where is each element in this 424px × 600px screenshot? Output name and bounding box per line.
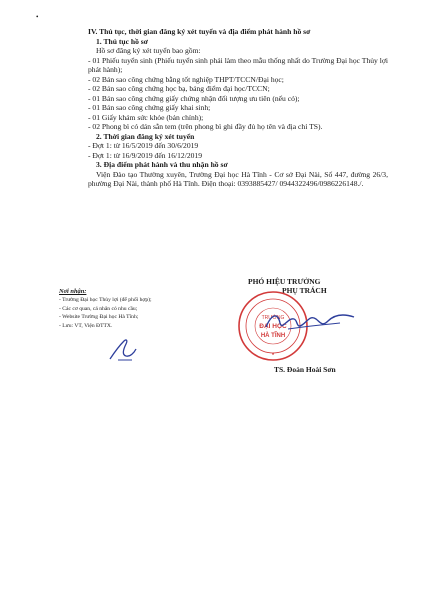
requirement-item: - 01 Giấy khám sức khỏe (bản chính); — [88, 112, 204, 122]
recipient-item: - Website Trường Đại học Hà Tĩnh; — [59, 314, 139, 321]
seal-star: ★ — [271, 351, 275, 356]
signatory-name: TS. Đoàn Hoài Sơn — [274, 365, 336, 374]
requirement-item: - 02 Bản sao công chứng bằng tốt nghiệp THPT/TCCN/Đại học; — [88, 74, 284, 84]
signature-stroke — [266, 315, 354, 327]
requirement-item: - 01 Bản sao công chứng giấy khai sinh; — [88, 103, 211, 112]
corner-mark: • — [36, 13, 39, 21]
period-item: - Đợt 1: từ 16/5/2019 đến 30/6/2019 — [88, 141, 199, 150]
recipients-heading: Nơi nhận: — [59, 288, 87, 295]
subsection-1-title: 1. Thủ tục hồ sơ — [96, 36, 148, 46]
subsection-2-title: 2. Thời gian đăng ký xét tuyển — [96, 131, 195, 141]
seal-text-top: TRƯỜNG — [261, 315, 285, 321]
signatory-title: PHÓ HIỆU TRƯỞNG — [248, 277, 321, 286]
requirement-item: - 02 Bản sao công chứng học bạ, bảng điểm đại học/TCCN; — [88, 84, 270, 93]
document-body — [88, 27, 388, 189]
subsection-3-title: 3. Địa điểm phát hành và thu nhận hồ sơ — [96, 160, 228, 169]
subsection-1-intro: Hồ sơ đăng ký xét tuyển bao gồm: — [96, 46, 201, 55]
location-text: Viện Đào tạo Thường xuyên, Trường Đại học Hà Tĩnh - Cơ sở Đại Nài, Số 447, đường 26/3, phường Đại Nài, thành phố Hà Tĩnh. Điện thoại: 0393885427/ 0944322496/0986226148./. — [88, 169, 388, 188]
requirement-item: - 01 Bản sao công chứng giấy chứng nhận đối tượng ưu tiên (nếu có); — [88, 93, 300, 103]
requirement-item: - 01 Phiếu tuyển sinh (Phiếu tuyển sinh phải làm theo mẫu thống nhất do Trường Đại học Thủy lợi phát hành); — [88, 55, 388, 74]
seal-text-mid: ĐẠI HỌC — [259, 323, 287, 330]
recipient-item: - Các cơ quan, cá nhân có nhu cầu; — [59, 305, 138, 312]
section-title: IV. Thủ tục, thời gian đăng ký xét tuyển và địa điểm phát hành hồ sơ — [88, 27, 311, 36]
period-item: - Đợt 1: từ 16/9/2019 đến 16/12/2019 — [88, 150, 203, 160]
requirement-item: - 02 Phong bì có dán sẵn tem (trên phong bì ghi đầy đủ họ tên và địa chỉ TS). — [88, 122, 323, 131]
seal-text-bottom: HÀ TĨNH — [260, 333, 286, 339]
recipients-block — [59, 288, 219, 330]
handwritten-initials — [106, 331, 140, 365]
recipient-item: - Lưu: VT, Viện ĐTTX. — [59, 322, 113, 329]
signature-underline — [288, 323, 340, 329]
recipient-item: - Trường Đại học Thủy lợi (để phối hợp); — [59, 297, 152, 304]
signatory-title-2: PHỤ TRÁCH — [282, 286, 327, 295]
initials-stroke — [110, 340, 136, 359]
handwritten-signature — [262, 307, 362, 337]
